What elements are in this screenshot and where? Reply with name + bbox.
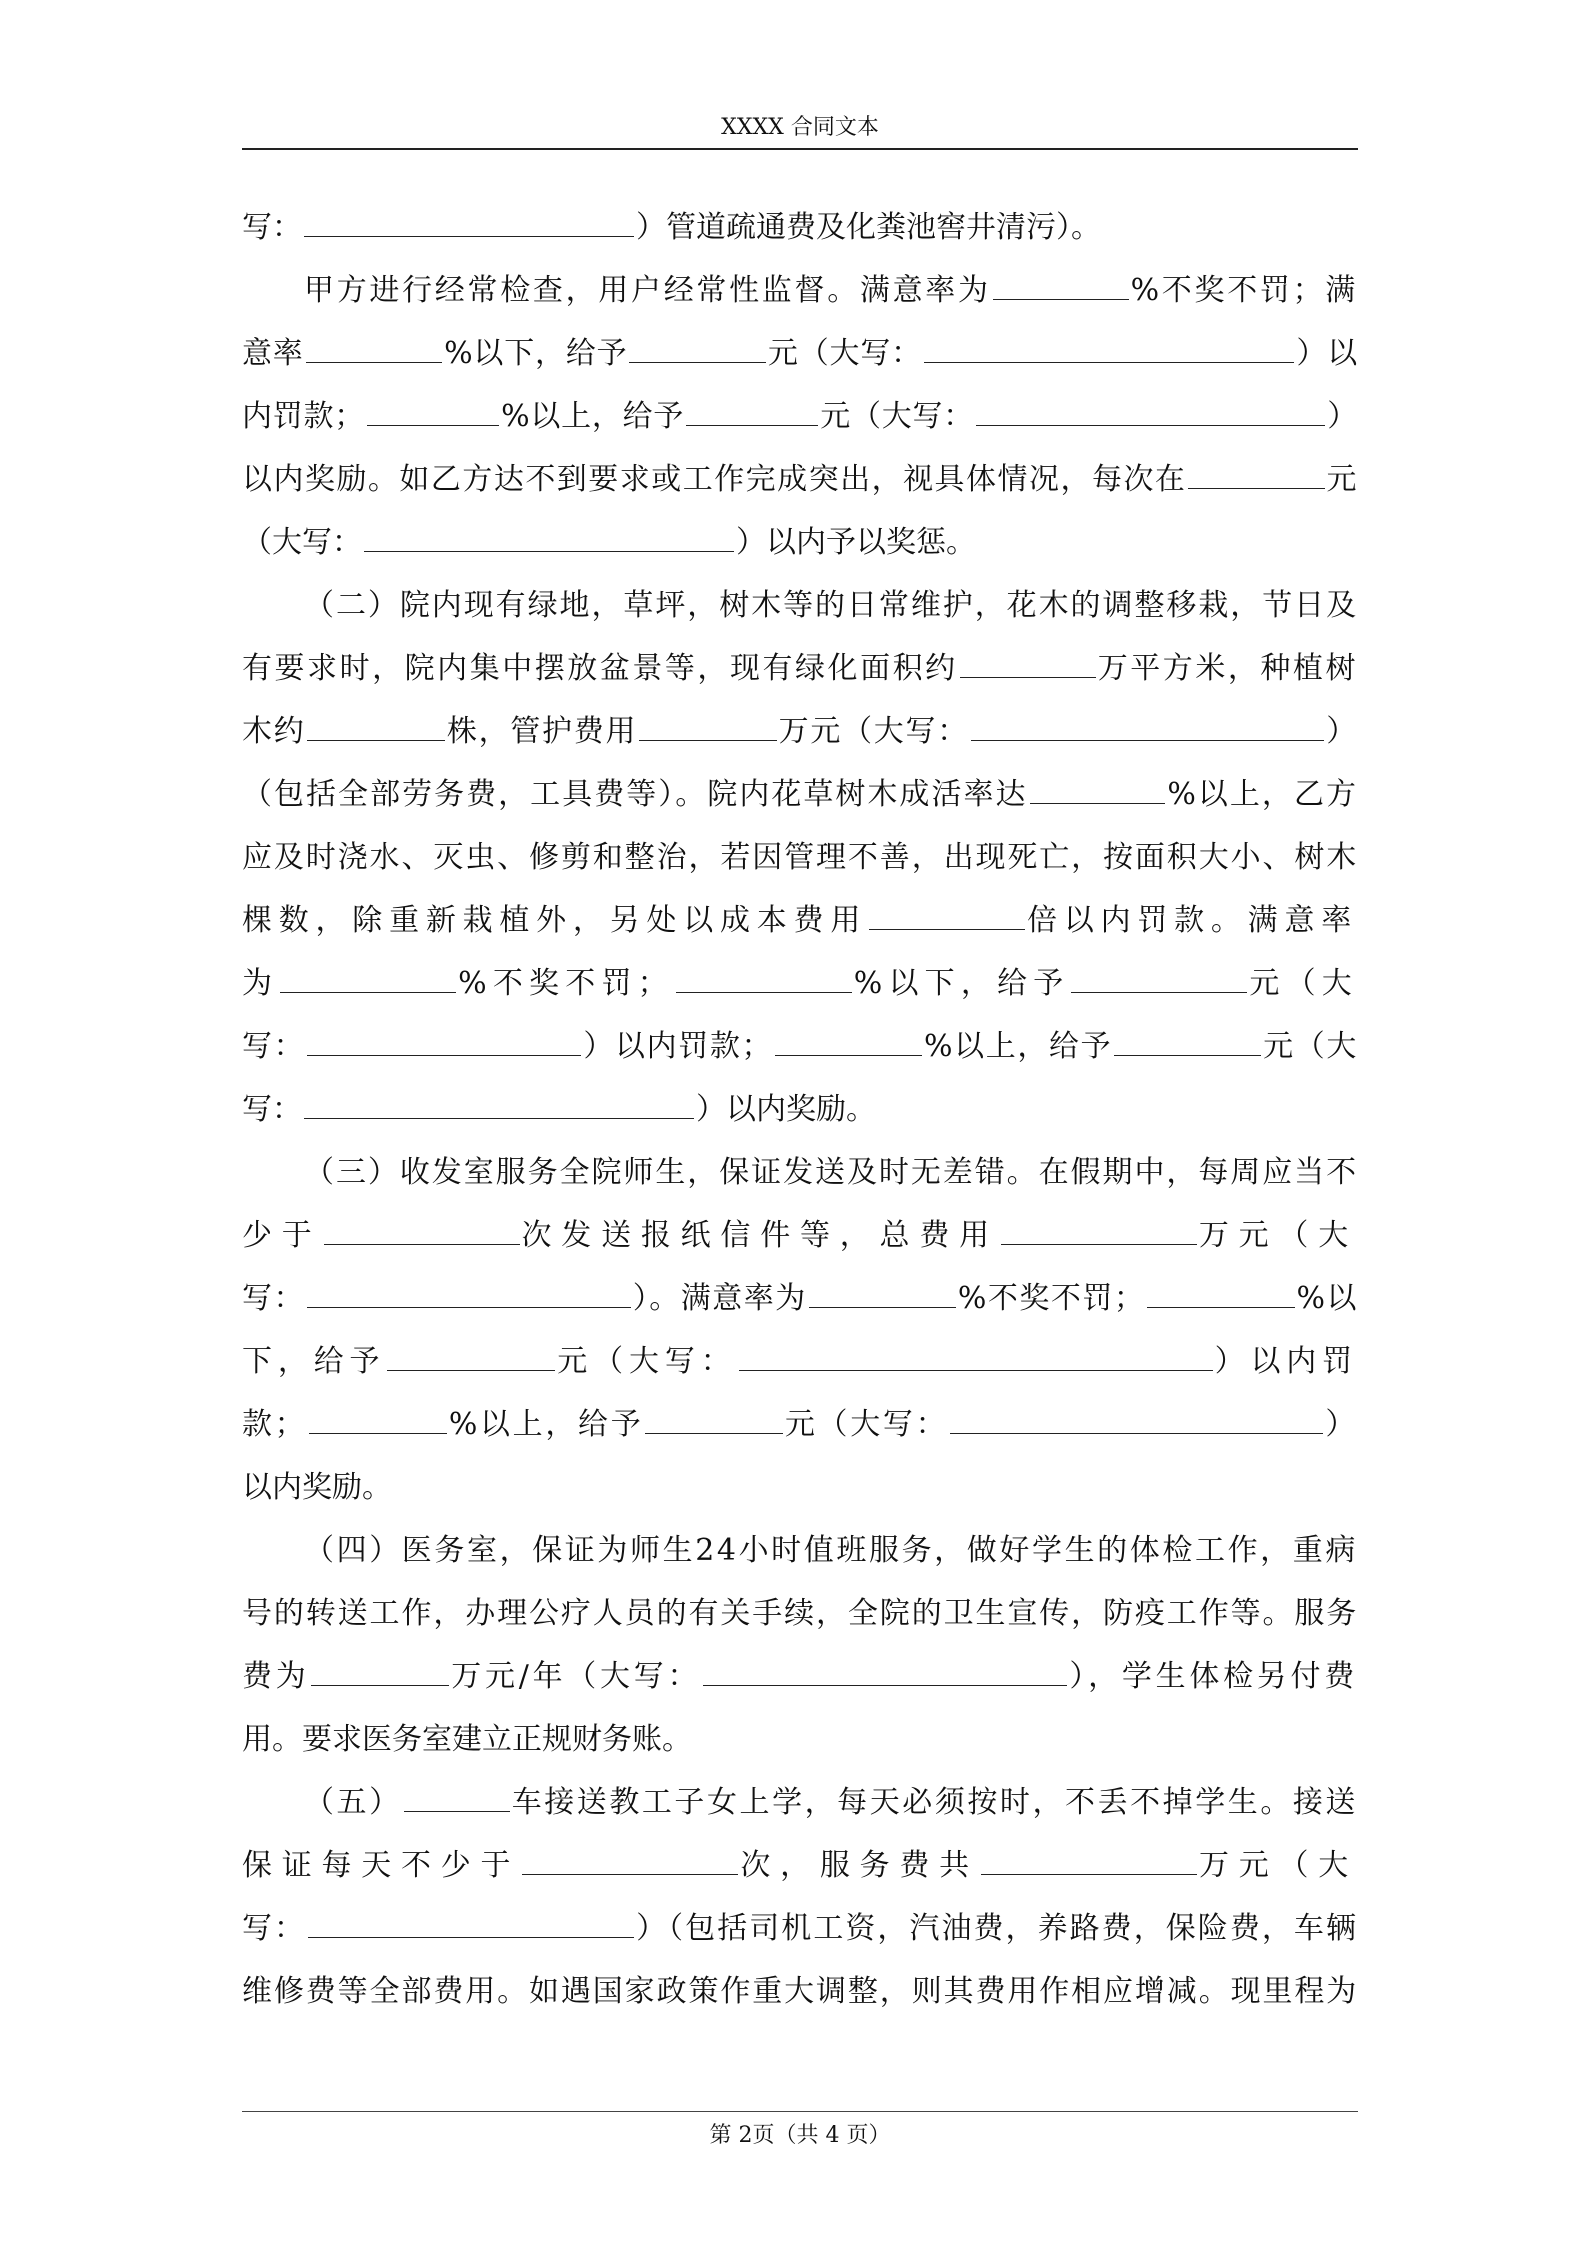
line-text: 万元/年（大写： [451,1659,702,1694]
line-text: （二）院内现有绿地，草坪，树木等的日常维护，花木的调整移栽，节日及 [304,588,1359,623]
contract-line [242,1393,1358,1456]
line-text: 元（大 [1263,1029,1358,1064]
line-text: 元（大写： [820,399,975,434]
line-text: 倍以内罚款。满意率 [1027,903,1358,938]
line-text: ）以内罚款； [583,1029,774,1064]
fill-in-blank[interactable] [775,1031,922,1056]
line-text: ） [1326,714,1358,749]
line-text: 下，给予 [242,1344,386,1379]
line-text: 保证每天不少于 [242,1848,521,1883]
fill-in-blank[interactable] [308,1913,634,1938]
contract-line [242,259,1358,322]
contract-line [242,1897,1358,1960]
fill-in-blank[interactable] [869,905,1025,930]
line-text: ） [1327,399,1359,434]
line-text: 甲方进行经常检查，用户经常性监督。满意率为 [304,273,991,308]
fill-in-blank[interactable] [1001,1220,1197,1245]
contract-line [242,196,1358,259]
line-text: （大写： [242,525,362,560]
line-text: 元（大写： [784,1407,949,1442]
contract-line [242,637,1358,700]
line-text: %以上，给予 [501,399,685,434]
line-text: ）以内奖励。 [696,1092,876,1127]
contract-line [242,1078,1358,1141]
line-text: %以 [1296,1281,1359,1316]
contract-line [242,889,1358,952]
line-text: %不奖不罚；满 [1130,273,1358,308]
contract-line [242,826,1358,889]
fill-in-blank[interactable] [976,401,1325,426]
fill-in-blank[interactable] [280,968,456,993]
fill-in-blank[interactable] [324,1220,520,1245]
page-footer: 第 2页（共 4 页） [709,2123,891,2148]
fill-in-blank[interactable] [304,212,634,237]
line-text: 意率 [242,336,304,371]
contract-line [242,1519,1358,1582]
fill-in-blank[interactable] [639,716,776,741]
line-text: 万元（大 [1198,1848,1358,1883]
fill-in-blank[interactable] [404,1787,510,1812]
line-text: 次发送报纸信件等，总费用 [521,1218,999,1253]
contract-line [242,952,1358,1015]
line-text: 写： [242,1092,302,1127]
line-text: 费为 [242,1659,310,1694]
line-text: 木约 [242,714,306,749]
fill-in-blank[interactable] [387,1346,555,1371]
line-text: %不奖不罚； [458,966,674,1001]
contract-line [242,1708,1358,1771]
contract-line [242,574,1358,637]
line-text: 用。要求医务室建立正规财务账。 [242,1722,692,1757]
line-text: 维修费等全部费用。如遇国家政策作重大调整，则其费用作相应增减。现里程为 [242,1974,1359,2009]
fill-in-blank[interactable] [364,527,734,552]
contract-line [242,1204,1358,1267]
line-text: 元（大 [1249,966,1358,1001]
fill-in-blank[interactable] [645,1409,782,1434]
fill-in-blank[interactable] [981,1850,1197,1875]
line-text: ）。满意率为 [632,1281,807,1316]
contract-line [242,1834,1358,1897]
line-text: ）以 [1296,336,1359,371]
line-text: （三）收发室服务全院师生，保证发送及时无差错。在假期中，每周应当不 [304,1155,1359,1190]
fill-in-blank[interactable] [1188,464,1324,489]
fill-in-blank[interactable] [307,1031,581,1056]
fill-in-blank[interactable] [686,401,818,426]
fill-in-blank[interactable] [993,275,1129,300]
line-text: （包括全部劳务费，工具费等）。院内花草树木成活率达 [242,777,1028,812]
fill-in-blank[interactable] [924,338,1294,363]
line-text: 应及时浇水、灭虫、修剪和整治，若因管理不善，出现死亡，按面积大小、树木 [242,840,1359,875]
line-text: ）以内予以奖惩。 [736,525,976,560]
contract-line [242,1015,1358,1078]
fill-in-blank[interactable] [1030,779,1166,804]
line-text: （五） [304,1785,402,1820]
contract-line [242,322,1358,385]
line-text: %以上，乙方 [1167,777,1358,812]
footer-rule [242,2111,1358,2112]
line-text: 内罚款； [242,399,365,434]
fill-in-blank[interactable] [971,716,1324,741]
fill-in-blank[interactable] [306,338,443,363]
fill-in-blank[interactable] [311,1661,449,1686]
fill-in-blank[interactable] [1071,968,1247,993]
line-text: 株，管护费用 [446,714,638,749]
fill-in-blank[interactable] [629,338,766,363]
fill-in-blank[interactable] [307,716,444,741]
line-text: 款； [242,1407,308,1442]
fill-in-blank[interactable] [960,653,1096,678]
contract-line [242,1267,1358,1330]
contract-line [242,1960,1358,2023]
contract-line [242,385,1358,448]
contract-line [242,1141,1358,1204]
line-text: 万元（大写： [778,714,969,749]
page-header: XXXX 合同文本 [721,115,879,140]
line-text: 元（大写： [767,336,922,371]
contract-line [242,700,1358,763]
contract-line [242,763,1358,826]
line-text: ） [1325,1407,1358,1442]
fill-in-blank[interactable] [950,1409,1323,1434]
fill-in-blank[interactable] [739,1346,1213,1371]
line-text: 万元（大 [1198,1218,1358,1253]
line-text: 元 [1326,462,1358,497]
fill-in-blank[interactable] [304,1094,694,1119]
line-text: 次，服务费共 [740,1848,979,1883]
line-text: 棵数，除重新栽植外，另处以成本费用 [242,903,868,938]
line-text: %以下，给予 [853,966,1070,1001]
line-text: ），学生体检另付费 [1069,1659,1358,1694]
contract-line [242,511,1358,574]
header-rule [242,148,1358,150]
line-text: 为 [242,966,279,1001]
line-text: %以下，给予 [444,336,628,371]
line-text: %不奖不罚； [957,1281,1146,1316]
fill-in-blank[interactable] [703,1661,1067,1686]
line-text: ）管道疏通费及化粪池窖井清污）。 [636,210,1101,245]
contract-body [242,196,1358,2023]
line-text: 少于 [242,1218,322,1253]
fill-in-blank[interactable] [522,1850,738,1875]
line-text: ）以内罚 [1214,1344,1358,1379]
line-text: 写： [242,210,302,245]
line-text: 写： [242,1281,305,1316]
fill-in-blank[interactable] [307,1283,631,1308]
line-text: 以内奖励。如乙方达不到要求或工作完成突出，视具体情况，每次在 [242,462,1187,497]
line-text: ）（包括司机工资，汽油费，养路费，保险费，车辆 [636,1911,1358,1946]
contract-line [242,1456,1358,1519]
line-text: 万平方米，种植树 [1097,651,1358,686]
line-text: 写： [242,1911,307,1946]
contract-line [242,1645,1358,1708]
line-text: 号的转送工作，办理公疗人员的有关手续，全院的卫生宣传，防疫工作等。服务 [242,1596,1359,1631]
line-text: 元（大写： [557,1344,737,1379]
line-text: %以上，给予 [924,1029,1113,1064]
line-text: %以上，给予 [448,1407,644,1442]
fill-in-blank[interactable] [676,968,852,993]
contract-line [242,1582,1358,1645]
contract-line [242,1771,1358,1834]
fill-in-blank[interactable] [309,1409,446,1434]
fill-in-blank[interactable] [809,1283,956,1308]
fill-in-blank[interactable] [1114,1031,1261,1056]
contract-line [242,1330,1358,1393]
line-text: （四）医务室，保证为师生24小时值班服务，做好学生的体检工作，重病 [304,1533,1358,1568]
line-text: 车接送教工子女上学，每天必须按时，不丢不掉学生。接送 [511,1785,1358,1820]
line-text: 以内奖励。 [242,1470,392,1505]
fill-in-blank[interactable] [367,401,499,426]
contract-line [242,448,1358,511]
line-text: 写： [242,1029,306,1064]
line-text: 有要求时，院内集中摆放盆景等，现有绿化面积约 [242,651,958,686]
fill-in-blank[interactable] [1147,1283,1294,1308]
